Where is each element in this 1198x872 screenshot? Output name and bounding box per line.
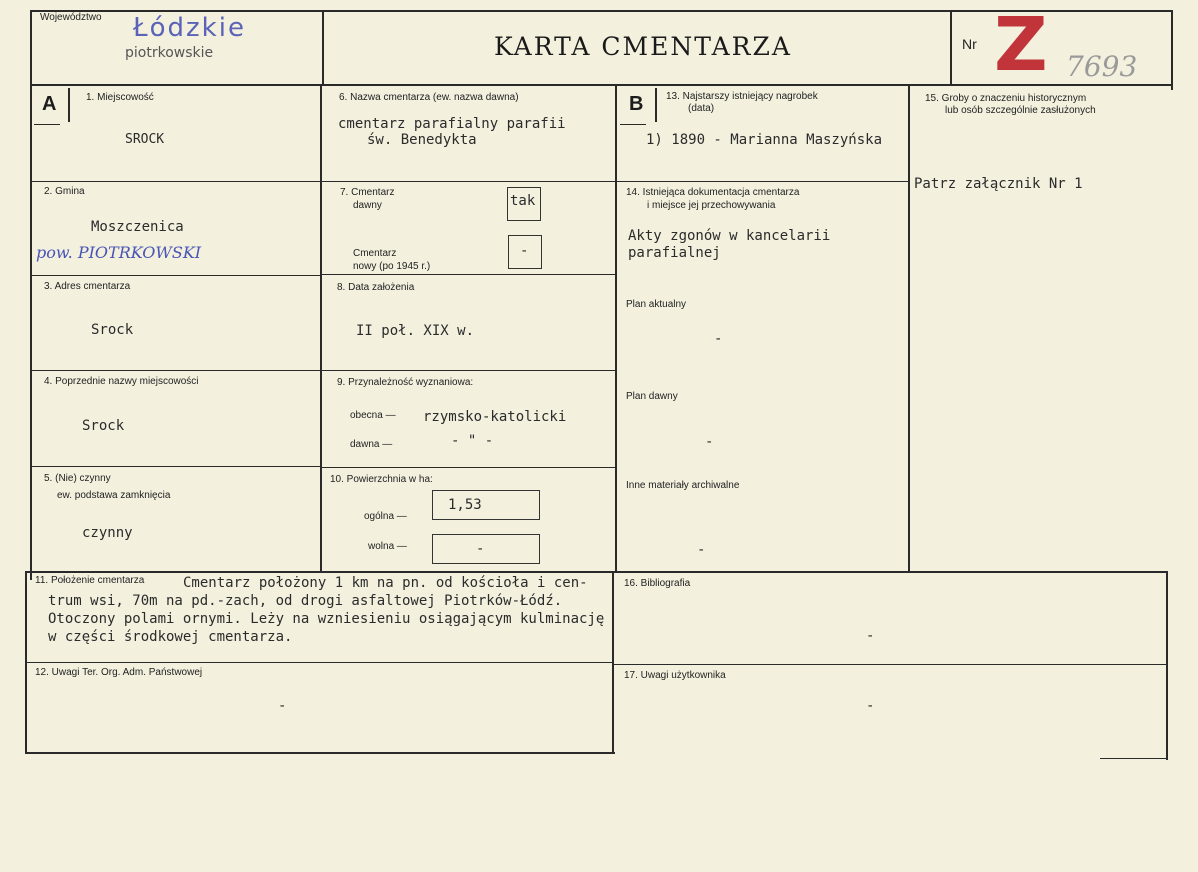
nr-letter: Z <box>994 2 1048 88</box>
b-marker-under <box>620 124 646 125</box>
plan-current-value: - <box>714 331 723 347</box>
bottom-end-line <box>25 752 615 754</box>
f11-line-2: trum wsi, 70m na pd.-zach, od drogi asfaltowej Piotrków-Łódź. <box>48 593 563 609</box>
f15-label-1: 15. Groby o znaczeniu historycznym <box>925 93 1087 104</box>
f16-label: 16. Bibliografia <box>624 578 691 589</box>
f7-label-4: nowy (po 1945 r.) <box>353 261 431 272</box>
f3-label: 3. Adres cmentarza <box>44 281 131 292</box>
col-divider-2 <box>615 85 617 573</box>
f2-value: Moszczenica <box>91 219 184 235</box>
f6-value-1: cmentarz parafialny parafii <box>338 116 566 132</box>
f14-label-1: 14. Istniejąca dokumentacja cmentarza <box>626 187 800 198</box>
header-divider-2 <box>950 10 952 86</box>
powiat-stamp: piotrkowskie <box>125 45 214 61</box>
col-divider-1 <box>320 85 322 573</box>
f7-box-old: tak <box>507 187 541 221</box>
col-divider-3 <box>908 85 910 573</box>
f12-value: - <box>278 698 287 714</box>
f7-box-new: - <box>508 235 542 269</box>
row-line-a3 <box>31 370 321 371</box>
f8-label: 8. Data założenia <box>337 282 415 293</box>
plan-current-label: Plan aktualny <box>626 299 687 310</box>
f11-label: 11. Położenie cmentarza <box>35 575 145 586</box>
a-marker-under <box>34 124 60 125</box>
row-line-a1 <box>31 181 321 182</box>
f7-label-1: 7. Cmentarz <box>340 187 395 198</box>
f3-value: Srock <box>91 322 134 338</box>
wojewodztwo-stamp: Łódzkie <box>133 13 246 43</box>
border-right-lower <box>1166 572 1168 760</box>
f15-value: Patrz załącznik Nr 1 <box>914 176 1083 192</box>
border-left-lower <box>25 572 27 754</box>
header-divider-1 <box>322 10 324 86</box>
f9-former-value: - " - <box>451 433 494 449</box>
row-line-m1 <box>321 181 616 182</box>
nr-number: 7693 <box>1066 50 1138 83</box>
f14-label-2: i miejsce jej przechowywania <box>647 200 776 211</box>
f7-label-2: dawny <box>353 200 382 211</box>
col-divider-bottom <box>612 572 614 754</box>
f14-value-2: parafialnej <box>628 245 721 261</box>
row-line-m2 <box>321 274 616 275</box>
f13-label-1: 13. Najstarszy istniejący nagrobek <box>666 91 818 102</box>
f16-value: - <box>866 628 875 644</box>
wojewodztwo-label: Województwo <box>40 12 102 23</box>
other-materials-value: - <box>697 542 706 558</box>
f6-value-2: św. Benedykta <box>367 132 477 148</box>
f11-line-4: w części środkowej cmentarza. <box>48 629 293 645</box>
f9-former-label: dawna — <box>350 439 393 450</box>
f10-free-label: wolna — <box>368 541 407 552</box>
plan-former-label: Plan dawny <box>626 391 678 402</box>
f2-handwritten: pow. PIOTRKOWSKI <box>36 243 202 262</box>
row-line-m3 <box>321 370 616 371</box>
row-line-a2 <box>31 275 321 276</box>
f2-label: 2. Gmina <box>44 186 85 197</box>
bottom-end-line-right <box>1100 758 1168 759</box>
bottom-top-line <box>25 571 1168 573</box>
f10-total-box: 1,53 <box>432 490 540 520</box>
border-left <box>30 10 32 580</box>
f5-label-1: 5. (Nie) czynny <box>44 473 111 484</box>
f5-label-2: ew. podstawa zamknięcia <box>57 490 171 501</box>
f15-label-2: lub osób szczególnie zasłużonych <box>945 105 1096 116</box>
f8-value: II poł. XIX w. <box>356 323 475 339</box>
f11-line-1: Cmentarz położony 1 km na pn. od kościoła i cen- <box>183 575 588 591</box>
section-a-letter: A <box>42 93 57 115</box>
f9-current-label: obecna — <box>350 410 396 421</box>
f7-label-3: Cmentarz <box>353 248 397 259</box>
f10-label: 10. Powierzchnia w ha: <box>330 474 433 485</box>
f11-line-3: Otoczony polami ornymi. Leży na wzniesieniu osiągającym kulminację <box>48 611 605 627</box>
f1-value: SROCK <box>125 132 165 147</box>
f10-total-label: ogólna — <box>364 511 407 522</box>
plan-former-value: - <box>705 434 714 450</box>
a-marker-line <box>68 88 70 122</box>
bottom-mid-line-left <box>26 662 613 663</box>
f13-value: 1) 1890 - Marianna Maszyńska <box>646 132 883 148</box>
f9-current-value: rzymsko-katolicki <box>423 409 567 425</box>
f5-value: czynny <box>82 525 133 541</box>
f17-label: 17. Uwagi użytkownika <box>624 670 726 681</box>
other-materials-label: Inne materiały archiwalne <box>626 480 740 491</box>
f4-value: Srock <box>82 418 125 434</box>
b-marker-line <box>655 88 657 122</box>
section-b-letter: B <box>629 93 644 115</box>
f1-label: 1. Miejscowość <box>86 92 154 103</box>
f12-label: 12. Uwagi Ter. Org. Adm. Państwowej <box>35 667 203 678</box>
f17-value: - <box>866 698 875 714</box>
f10-free-box: - <box>432 534 540 564</box>
row-line-b1 <box>616 181 909 182</box>
f13-label-2: (data) <box>688 103 715 114</box>
row-line-m4 <box>321 467 616 468</box>
f6-label: 6. Nazwa cmentarza (ew. nazwa dawna) <box>339 92 519 103</box>
bottom-mid-line-right <box>614 664 1167 665</box>
nr-label: Nr <box>962 36 977 52</box>
f9-label: 9. Przynależność wyznaniowa: <box>337 377 474 388</box>
border-right-upper <box>1171 10 1173 90</box>
page-title: KARTA CMENTARZA <box>494 32 792 61</box>
row-line-a4 <box>31 466 321 467</box>
f4-label: 4. Poprzednie nazwy miejscowości <box>44 376 199 387</box>
f14-value-1: Akty zgonów w kancelarii <box>628 228 831 244</box>
